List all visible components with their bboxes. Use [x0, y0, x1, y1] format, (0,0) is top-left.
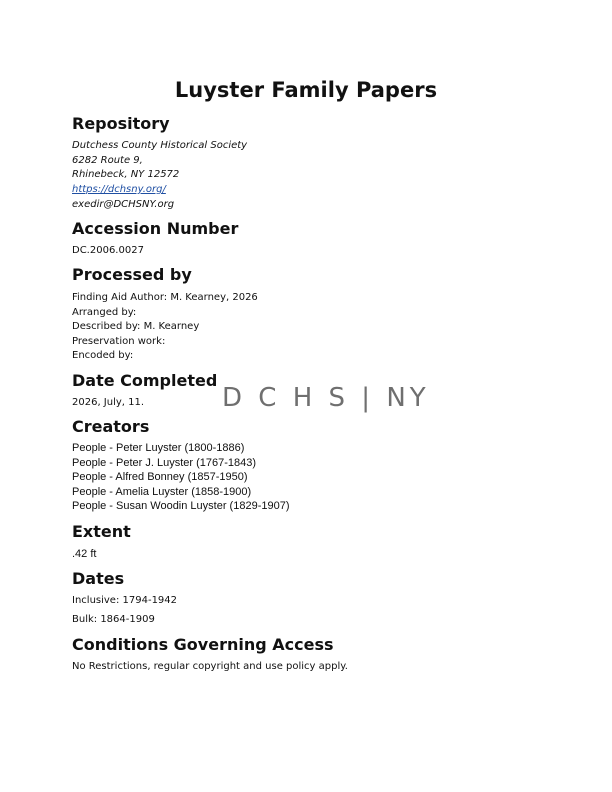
- dchs-watermark: D C H S | NY: [222, 383, 430, 413]
- processed-line: Arranged by:: [72, 307, 137, 318]
- processed-heading: Processed by: [72, 265, 192, 284]
- date-completed-heading: Date Completed: [72, 371, 218, 390]
- access-heading: Conditions Governing Access: [72, 635, 334, 654]
- extent-heading: Extent: [72, 522, 131, 541]
- creator-item: People - Amelia Luyster (1858-1900): [72, 486, 252, 498]
- dates-inclusive: Inclusive: 1794-1942: [72, 595, 178, 606]
- processed-line: Finding Aid Author: M. Kearney, 2026: [72, 292, 258, 303]
- page-title: Luyster Family Papers: [174, 78, 438, 102]
- repository-email: exedir@DCHSNY.org: [72, 199, 175, 210]
- dates-bulk: Bulk: 1864-1909: [72, 614, 155, 625]
- repository-city: Rhinebeck, NY 12572: [72, 169, 180, 180]
- accession-heading: Accession Number: [72, 219, 239, 238]
- creators-heading: Creators: [72, 417, 150, 436]
- dates-heading: Dates: [72, 569, 125, 588]
- repository-street: 6282 Route 9,: [72, 155, 143, 166]
- repository-name: Dutchess County Historical Society: [72, 140, 248, 151]
- creator-item: People - Peter Luyster (1800-1886): [72, 442, 245, 454]
- date-completed-value: 2026, July, 11.: [72, 397, 145, 408]
- access-value: No Restrictions, regular copyright and use policy apply.: [72, 661, 348, 672]
- processed-line: Preservation work:: [72, 336, 166, 347]
- repository-url-link[interactable]: https://dchsny.org/: [72, 184, 166, 195]
- accession-value: DC.2006.0027: [72, 245, 144, 256]
- extent-value: .42 ft: [72, 548, 97, 560]
- repository-heading: Repository: [72, 114, 170, 133]
- processed-line: Described by: M. Kearney: [72, 321, 200, 332]
- creator-item: People - Alfred Bonney (1857-1950): [72, 471, 248, 483]
- creator-item: People - Susan Woodin Luyster (1829-1907): [72, 500, 290, 512]
- creator-item: People - Peter J. Luyster (1767-1843): [72, 457, 257, 469]
- processed-line: Encoded by:: [72, 350, 134, 361]
